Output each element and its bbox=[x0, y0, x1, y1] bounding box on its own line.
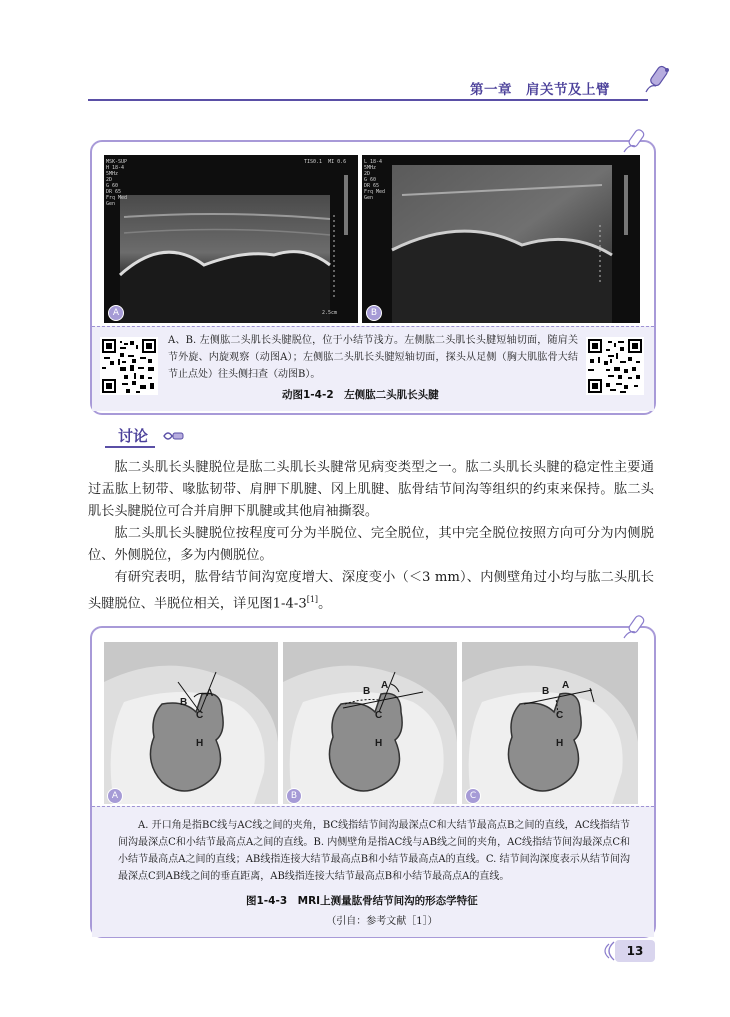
probe-mini-icon bbox=[162, 428, 186, 444]
citation-reference[interactable]: [1] bbox=[306, 595, 319, 604]
ultrasound-image-a bbox=[104, 155, 358, 323]
ultrasound-settings-a: MSK-SUP H 18-4 5MHz 2D G 60 DR 65 Frq Med Gen bbox=[106, 159, 128, 207]
qr-code-left[interactable] bbox=[100, 337, 158, 395]
label-b: B bbox=[363, 686, 371, 697]
header-rule bbox=[88, 99, 648, 101]
panel-letter-a: A bbox=[108, 305, 124, 321]
label-h: H bbox=[556, 738, 564, 749]
ultrasound-probe-icon bbox=[620, 124, 654, 158]
ultrasound-depth-a: 2.5cm bbox=[322, 310, 338, 316]
figure-1-4-3-caption-box bbox=[92, 806, 654, 937]
figure-1-4-2-caption-box bbox=[92, 326, 654, 411]
label-b: B bbox=[180, 697, 188, 708]
discussion-heading: 讨论 bbox=[118, 427, 149, 445]
paragraph-3 bbox=[88, 567, 654, 615]
mri-humerus-b bbox=[283, 642, 457, 804]
mri-diagram-b bbox=[283, 642, 457, 804]
label-a: A bbox=[206, 688, 214, 699]
paragraph-3-end: 。 bbox=[318, 596, 332, 612]
label-c: C bbox=[556, 710, 564, 721]
figure-1-4-3-source: （引自：参考文献［1］） bbox=[326, 916, 438, 927]
ultrasound-probe-icon bbox=[640, 62, 676, 98]
ultrasound-image-b bbox=[362, 155, 640, 323]
figure-1-4-3-caption: A. 开口角是指BC线与AC线之间的夹角，BC线指结节间沟最深点C和大结节最高点B之间的直线，AC线指结节间沟最深点C和小结节最高点A之间的直线。B. 内侧壁角是指AC线与AB线之间的夹角，AC线指结节间沟最深点C和小结节最高点A之间的直线；AB线指连接大结节最高点B和小结节最高点A的直线。C. 结节间沟深度表示从结节间沟最深点C到AB线之间的垂直距离，AB线指连接大结节最高点B和小结节最高点A的直线。 bbox=[118, 820, 630, 882]
mri-humerus-a bbox=[104, 642, 278, 804]
panel-letter-b: B bbox=[366, 305, 382, 321]
label-h: H bbox=[196, 738, 204, 749]
mri-diagram-a bbox=[104, 642, 278, 804]
figure-1-4-2-caption: A、B. 左侧肱二头肌长头腱脱位，位于小结节浅方。左侧肱二头肌长头腱短轴切面，随肩关节外旋、内旋观察（动图A）；左侧肱二头肌长头腱短轴切面，探头从足侧（胸大肌肱骨大结节止点处）往头侧扫查（动图B）。 bbox=[168, 335, 578, 380]
chapter-title: 第一章 肩关节及上臂 bbox=[470, 82, 610, 98]
paragraph-2: 肱二头肌长头腱脱位按程度可分为半脱位、完全脱位，其中完全脱位按照方向可分为内侧脱位、外侧脱位，多为内侧脱位。 bbox=[88, 526, 654, 563]
panel-letter-b: B bbox=[286, 788, 302, 804]
ultrasound-scan-b bbox=[362, 155, 640, 323]
figure-1-4-3-title: 图1-4-3 MRI上测量肱骨结节间沟的形态学特征 bbox=[246, 895, 478, 907]
figure-1-4-2-title: 动图1-4-2 左侧肱二头肌长头腱 bbox=[282, 389, 439, 401]
panel-letter-a: A bbox=[107, 788, 123, 804]
mri-humerus-c bbox=[462, 642, 638, 804]
ultrasound-probe-icon bbox=[620, 610, 654, 644]
qr-code-icon bbox=[100, 337, 158, 395]
ultrasound-scan-a bbox=[104, 155, 358, 323]
label-a: A bbox=[381, 680, 389, 691]
paragraph-3-text: 有研究表明，肱骨结节间沟宽度增大、深度变小（＜3 mm）、内侧壁角过小均与肱二头肌长头腱脱位、半脱位相关，详见图1-4-3 bbox=[88, 570, 654, 612]
panel-letter-c: C bbox=[465, 788, 481, 804]
label-a: A bbox=[562, 680, 570, 691]
label-b: B bbox=[542, 686, 550, 697]
ultrasound-settings-b: L 18-4 5MHz 2D G 60 DR 65 Frq Med Gen bbox=[364, 159, 386, 201]
ultrasound-index-a: TIS0.1 MI 0.6 bbox=[304, 159, 347, 165]
mri-diagram-c bbox=[462, 642, 638, 804]
label-h: H bbox=[375, 738, 383, 749]
label-c: C bbox=[375, 710, 383, 721]
discussion-underline bbox=[105, 446, 155, 448]
qr-code-right[interactable] bbox=[586, 337, 644, 395]
label-c: C bbox=[196, 710, 204, 721]
page-number: 13 bbox=[615, 940, 655, 962]
paragraph-1: 肱二头肌长头腱脱位是肱二头肌长头腱常见病变类型之一。肱二头肌长头腱的稳定性主要通过盂肱上韧带、喙肱韧带、肩胛下肌腱、冈上肌腱、肱骨结节间沟等组织的约束来保持。肱二头肌长头腱脱位可合并肩胛下肌腱或其他肩袖撕裂。 bbox=[88, 460, 654, 519]
qr-code-icon bbox=[586, 337, 644, 395]
